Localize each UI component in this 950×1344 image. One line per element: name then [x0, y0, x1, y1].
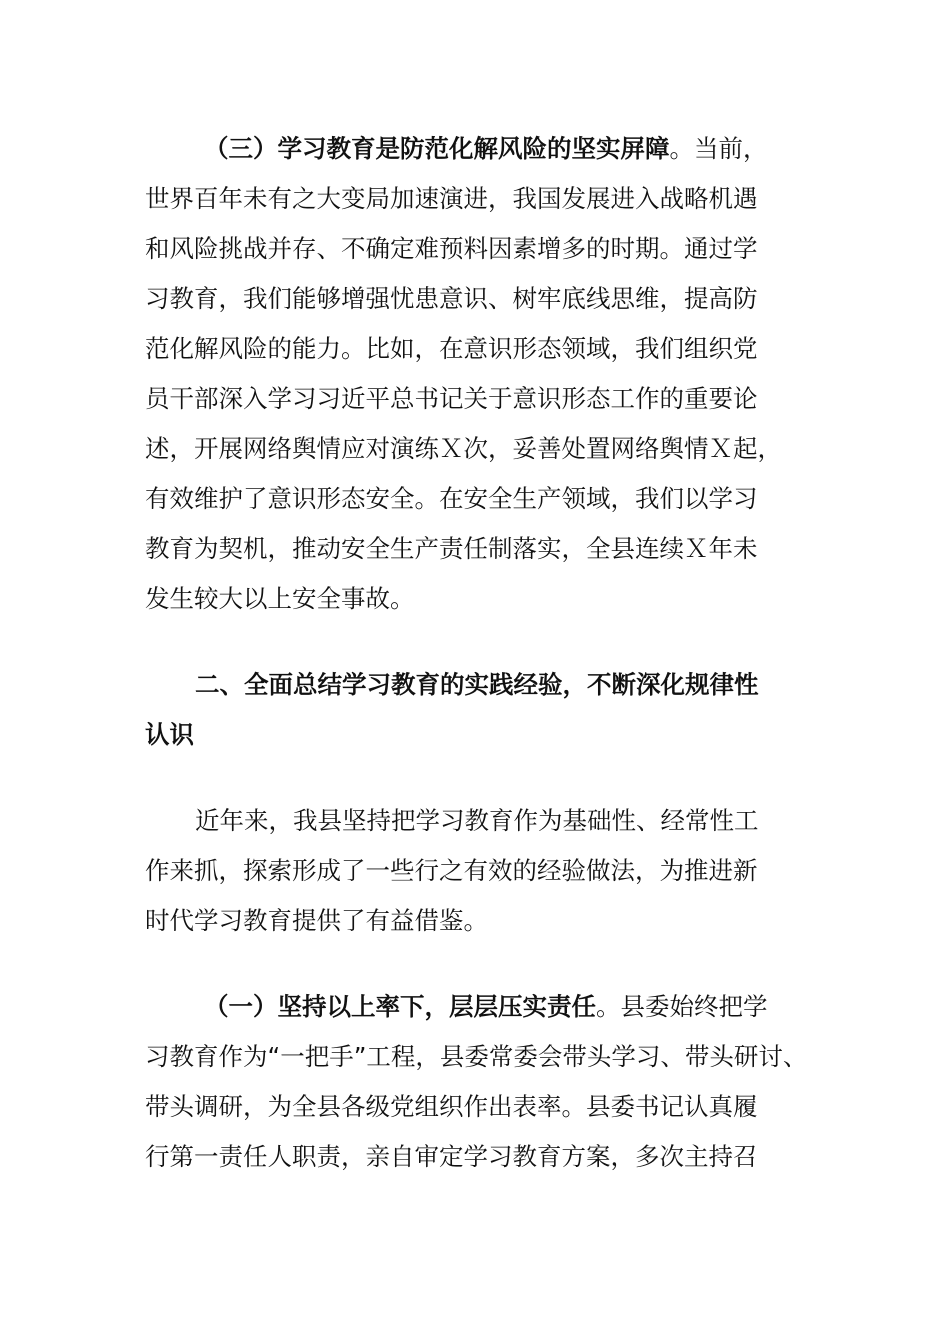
section-3-line-8: 教育为契机，推动安全生产责任制落实，全县连续Ｘ年未	[145, 534, 758, 563]
section-3-line-3: 习教育，我们能够增强忧患意识、树牢底线思维，提高防	[145, 284, 758, 313]
part-2-title-line-1: 二、全面总结学习教育的实践经验，不断深化规律性	[195, 670, 759, 699]
intro-line-1: 近年来，我县坚持把学习教育作为基础性、经常性工	[195, 806, 759, 835]
section-3-first-tail: 。当前，	[669, 134, 768, 163]
part-2-title-line-2: 认识	[145, 720, 194, 749]
section-3-line-7: 有效维护了意识形态安全。在安全生产领域，我们以学习	[145, 484, 758, 513]
section-1-first-tail: 。县委始终把学	[596, 992, 768, 1021]
section-3-first-line	[204, 132, 768, 166]
section-3-heading: （三）学习教育是防范化解风险的坚实屏障	[204, 134, 670, 163]
section-1-first-line	[204, 990, 768, 1024]
section-3-line-1: 世界百年未有之大变局加速演进，我国发展进入战略机遇	[145, 184, 758, 213]
section-1-line-3: 行第一责任人职责，亲自审定学习教育方案，多次主持召	[145, 1142, 758, 1171]
intro-line-3: 时代学习教育提供了有益借鉴。	[145, 906, 488, 935]
section-3-line-6: 述，开展网络舆情应对演练Ｘ次，妥善处置网络舆情Ｘ起，	[145, 434, 782, 463]
section-3-line-9: 发生较大以上安全事故。	[145, 584, 415, 613]
section-3-line-5: 员干部深入学习习近平总书记关于意识形态工作的重要论	[145, 384, 758, 413]
section-1-line-1: 习教育作为“一把手”工程，县委常委会带头学习、带头研讨、	[145, 1042, 808, 1071]
section-1-line-2: 带头调研，为全县各级党组织作出表率。县委书记认真履	[145, 1092, 758, 1121]
section-3-line-2: 和风险挑战并存、不确定难预料因素增多的时期。通过学	[145, 234, 758, 263]
intro-line-2: 作来抓，探索形成了一些行之有效的经验做法，为推进新	[145, 856, 758, 885]
section-1-heading: （一）坚持以上率下，层层压实责任	[204, 992, 596, 1021]
section-3-line-4: 范化解风险的能力。比如，在意识形态领域，我们组织党	[145, 334, 758, 363]
